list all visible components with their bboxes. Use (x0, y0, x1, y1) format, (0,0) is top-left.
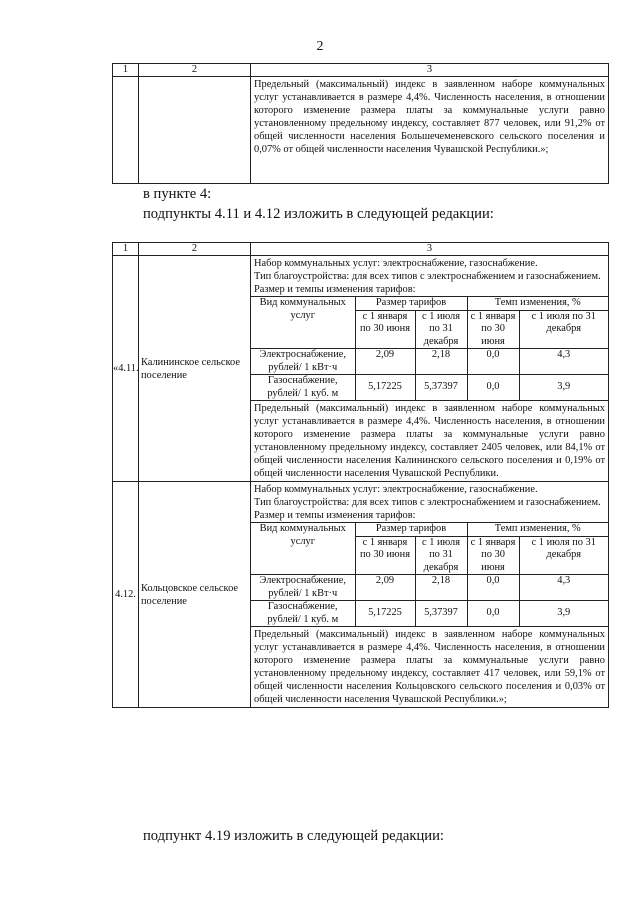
row-number: «4.11. (113, 256, 139, 482)
tariff-value: 2,18 (415, 575, 467, 601)
table-header-row (113, 64, 609, 77)
service-electricity: Электроснабжение, рублей/ 1 кВт·ч (251, 349, 355, 375)
tariff-value: 5,37397 (415, 375, 467, 401)
service-gas: Газоснабжение, рублей/ 1 куб. м (251, 601, 355, 627)
limit-index-text: Предельный (максимальный) индекс в заявленном наборе коммунальных услуг устанавливается в размере 4,4%. Численность населения, в отношении которого изменение размера платы за коммунальные услуги равно установленному предельному индексу, составляет 877 человек, или 91,2% от общей численности населения Большечеменевского сельского поселения и 0,07% от общей численности населения Чувашской Республики.»; (251, 77, 609, 184)
table-row (113, 482, 609, 708)
header-period-2: с 1 июля по 31 декабря (415, 310, 467, 349)
tariff-table (251, 522, 608, 627)
tariff-row-gas (251, 601, 608, 627)
services-set: Набор коммунальных услуг: электроснабжение, газоснабжение. (254, 258, 538, 269)
services-set: Набор коммунальных услуг: электроснабжение, газоснабжение. (254, 484, 538, 495)
col-header-1: 1 (113, 243, 139, 256)
tariff-row-electricity (251, 575, 608, 601)
col-header-1: 1 (113, 64, 139, 77)
tariff-value: 5,17225 (355, 375, 415, 401)
paragraph-point-4: в пункте 4: (143, 186, 212, 202)
tariff-value: 5,37397 (415, 601, 467, 627)
improvement-type: Тип благоустройства: для всех типов с электроснабжением и газоснабжением. (254, 497, 601, 508)
tariff-value: 2,18 (415, 349, 467, 375)
page-number: 2 (316, 39, 324, 54)
tariff-value: 2,09 (355, 575, 415, 601)
tariff-value: 5,17225 (355, 601, 415, 627)
tariff-value: 2,09 (355, 349, 415, 375)
header-service-type: Вид коммунальных услуг (251, 523, 355, 575)
header-period-2: с 1 июля по 31 декабря (519, 310, 608, 349)
tariff-row-gas (251, 375, 608, 401)
subpoints-table (112, 242, 609, 708)
header-change-rate: Темп изменения, % (467, 297, 608, 311)
tariff-row-electricity (251, 349, 608, 375)
service-electricity: Электроснабжение, рублей/ 1 кВт·ч (251, 575, 355, 601)
tariffs-heading: Размер и темпы изменения тарифов: (254, 510, 416, 521)
change-value: 0,0 (467, 601, 519, 627)
service-gas: Газоснабжение, рублей/ 1 куб. м (251, 375, 355, 401)
continuation-table (112, 63, 609, 184)
table-header-row (113, 243, 609, 256)
tariffs-heading: Размер и темпы изменения тарифов: (254, 284, 416, 295)
change-value: 0,0 (467, 349, 519, 375)
change-value: 4,3 (519, 349, 608, 375)
header-period-1: с 1 января по 30 июня (467, 310, 519, 349)
table-row (113, 256, 609, 482)
header-period-1: с 1 января по 30 июня (467, 536, 519, 575)
settlement-name: Кольцовское сельское поселение (139, 482, 251, 708)
header-period-2: с 1 июля по 31 декабря (415, 536, 467, 575)
col-header-3: 3 (251, 64, 609, 77)
paragraph-subpoint-4-19: подпункт 4.19 изложить в следующей редакции: (143, 828, 444, 844)
col-header-2: 2 (139, 243, 251, 256)
header-period-1: с 1 января по 30 июня (355, 536, 415, 575)
change-value: 3,9 (519, 375, 608, 401)
header-tariff-size: Размер тарифов (355, 523, 467, 537)
change-value: 0,0 (467, 575, 519, 601)
header-tariff-size: Размер тарифов (355, 297, 467, 311)
improvement-type: Тип благоустройства: для всех типов с электроснабжением и газоснабжением. (254, 271, 601, 282)
settlement-name: Калининское сельское поселение (139, 256, 251, 482)
change-value: 0,0 (467, 375, 519, 401)
col-header-3: 3 (251, 243, 609, 256)
table-row (113, 77, 609, 184)
header-period-1: с 1 января по 30 июня (355, 310, 415, 349)
row-number: 4.12. (113, 482, 139, 708)
paragraph-subpoints: подпункты 4.11 и 4.12 изложить в следующей редакции: (143, 206, 494, 222)
header-period-2: с 1 июля по 31 декабря (519, 536, 608, 575)
tariff-table (251, 296, 608, 401)
limit-index-text: Предельный (максимальный) индекс в заявленном наборе коммунальных услуг устанавливается в размере 4,4%. Численность населения, в отношении которого изменение размера платы за коммунальные услуги равно установленному предельному индексу, составляет 2405 человек, или 84,1% от общей численности населения Калининского сельского поселения и 0,19% от общей численности населения Чувашской Республики. (254, 403, 605, 479)
header-service-type: Вид коммунальных услуг (251, 297, 355, 349)
change-value: 4,3 (519, 575, 608, 601)
change-value: 3,9 (519, 601, 608, 627)
col-header-2: 2 (139, 64, 251, 77)
limit-index-text: Предельный (максимальный) индекс в заявленном наборе коммунальных услуг устанавливается в размере 4,4%. Численность населения, в отношении которого изменение размера платы за коммунальные услуги равно установленному предельному индексу, составляет 417 человек, или 59,1% от общей численности населения Кольцовского сельского поселения и 0,03% от общей численности населения Чувашской Республики.»; (254, 629, 605, 705)
header-change-rate: Темп изменения, % (467, 523, 608, 537)
